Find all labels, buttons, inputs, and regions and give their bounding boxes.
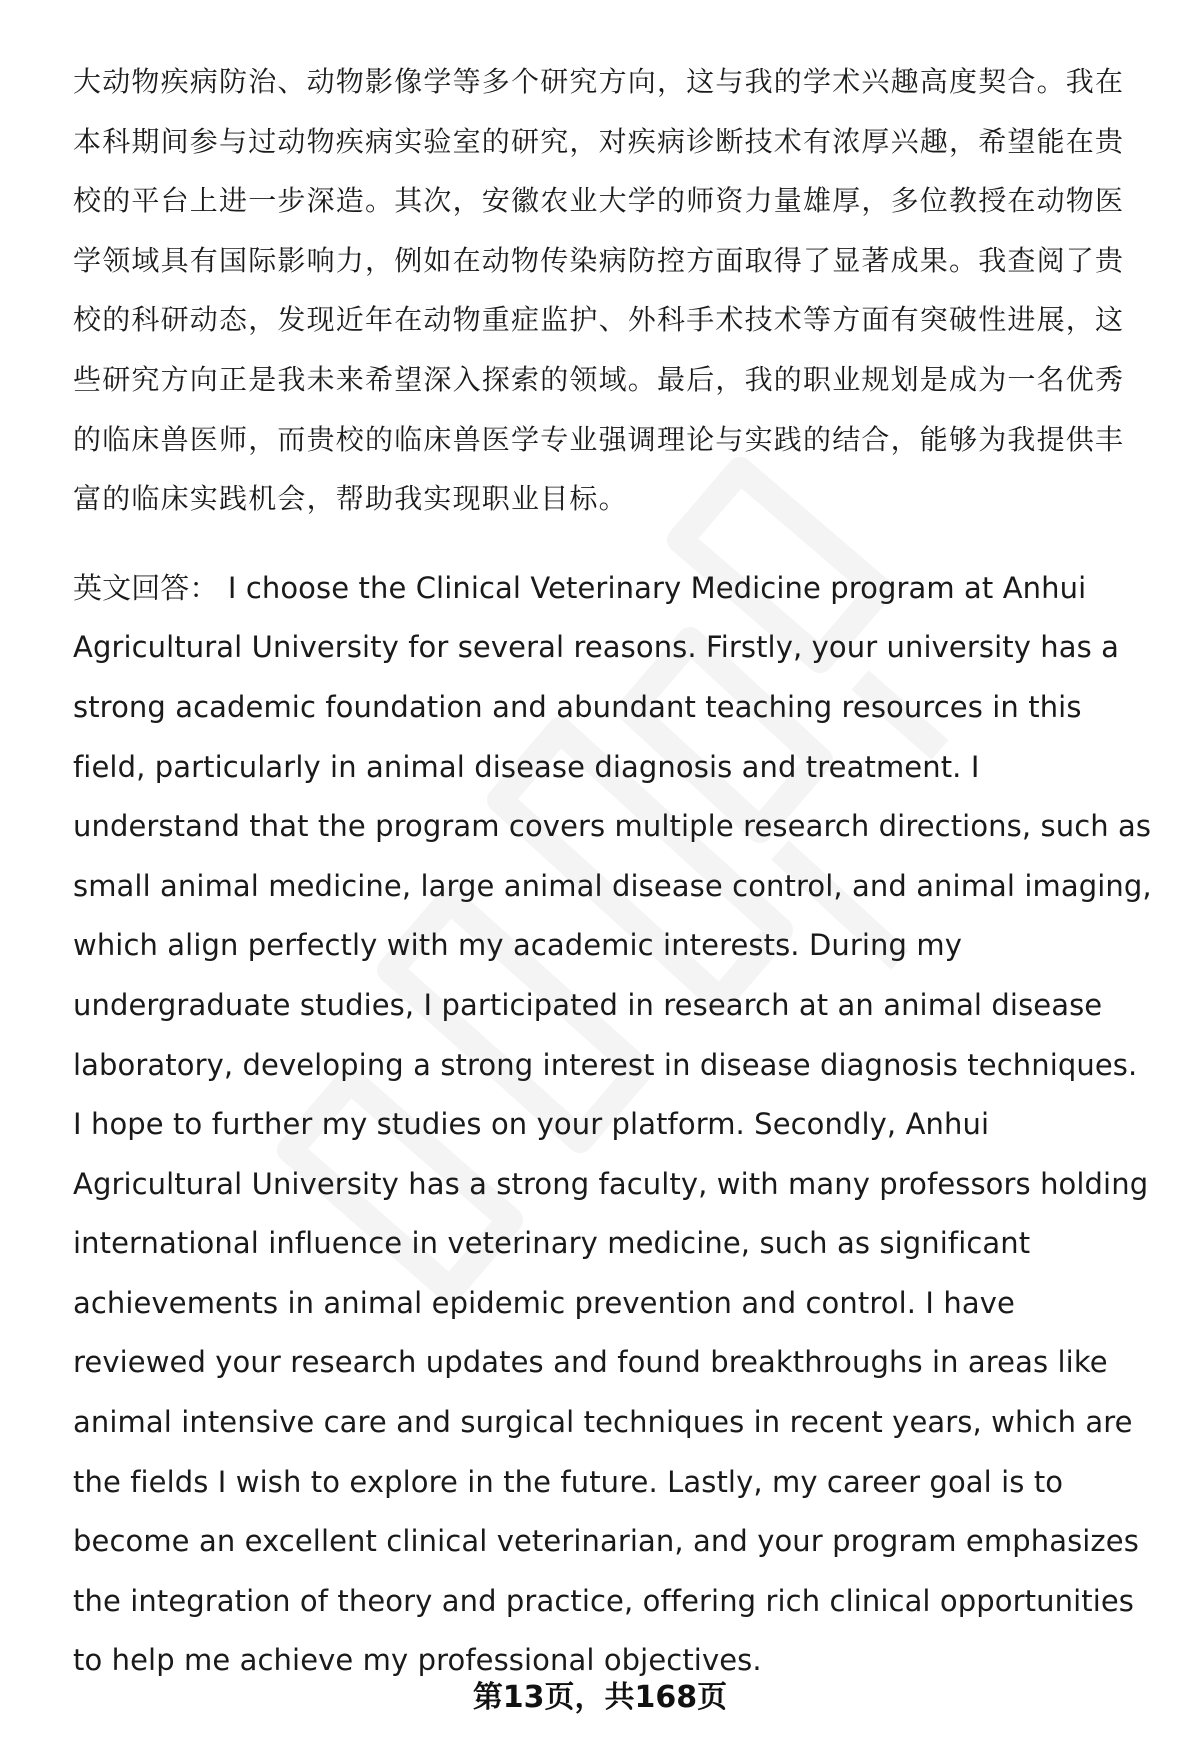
- english-answer-paragraph: [73, 559, 1153, 1691]
- chinese-answer-paragraph: 大动物疾病防治、动物影像学等多个研究方向，这与我的学术兴趣高度契合。我在本科期间参与过动物疾病实验室的研究，对疾病诊断技术有浓厚兴趣，希望能在贵校的平台上进一步深造。其次，安徽农业大学的师资力量雄厚，多位教授在动物医学领域具有国际影响力，例如在动物传染病防控方面取得了显著成果。我查阅了贵校的科研动态，发现近年在动物重症监护、外科手术技术等方面有突破性进展，这些研究方向正是我未来希望深入探索的领域。最后，我的职业规划是成为一名优秀的临床兽医师，而贵校的临床兽医学专业强调理论与实践的结合，能够为我提供丰富的临床实践机会，帮助我实现职业目标。: [73, 65, 1125, 516]
- page-footer: 第13页，共168页: [472, 1680, 728, 1715]
- english-answer-label: 英文回答：: [73, 570, 219, 605]
- english-answer-text: I choose the Clinical Veterinary Medicine program at Anhui Agricultural University for several reasons. Firstly, your university has a strong academic foundation and abundant teaching resources in this field, particularly in animal disease diagnosis and treatment. I understand that the program covers multiple research directions, such as small animal medicine, large animal disease control, and animal imaging, which align perfectly with my academic interests. During my undergraduate studies, I participated in research at an animal disease laboratory, developing a strong interest in disease diagnosis techniques. I hope to further my studies on your platform. Secondly, Anhui Agricultural University has a strong faculty, with many professors holding international influence in veterinary medicine, such as significant achievements in animal epidemic prevention and control. I have reviewed your research updates and found breakthroughs in areas like animal intensive care and surgical techniques in recent years, which are the fields I wish to explore in the future. Lastly, my career goal is to become an excellent clinical veterinarian, and your program emphasizes the integration of theory and practice, offering rich clinical opportunities to help me achieve my professional objectives.: [73, 570, 1152, 1678]
- document-body: [73, 52, 1153, 1691]
